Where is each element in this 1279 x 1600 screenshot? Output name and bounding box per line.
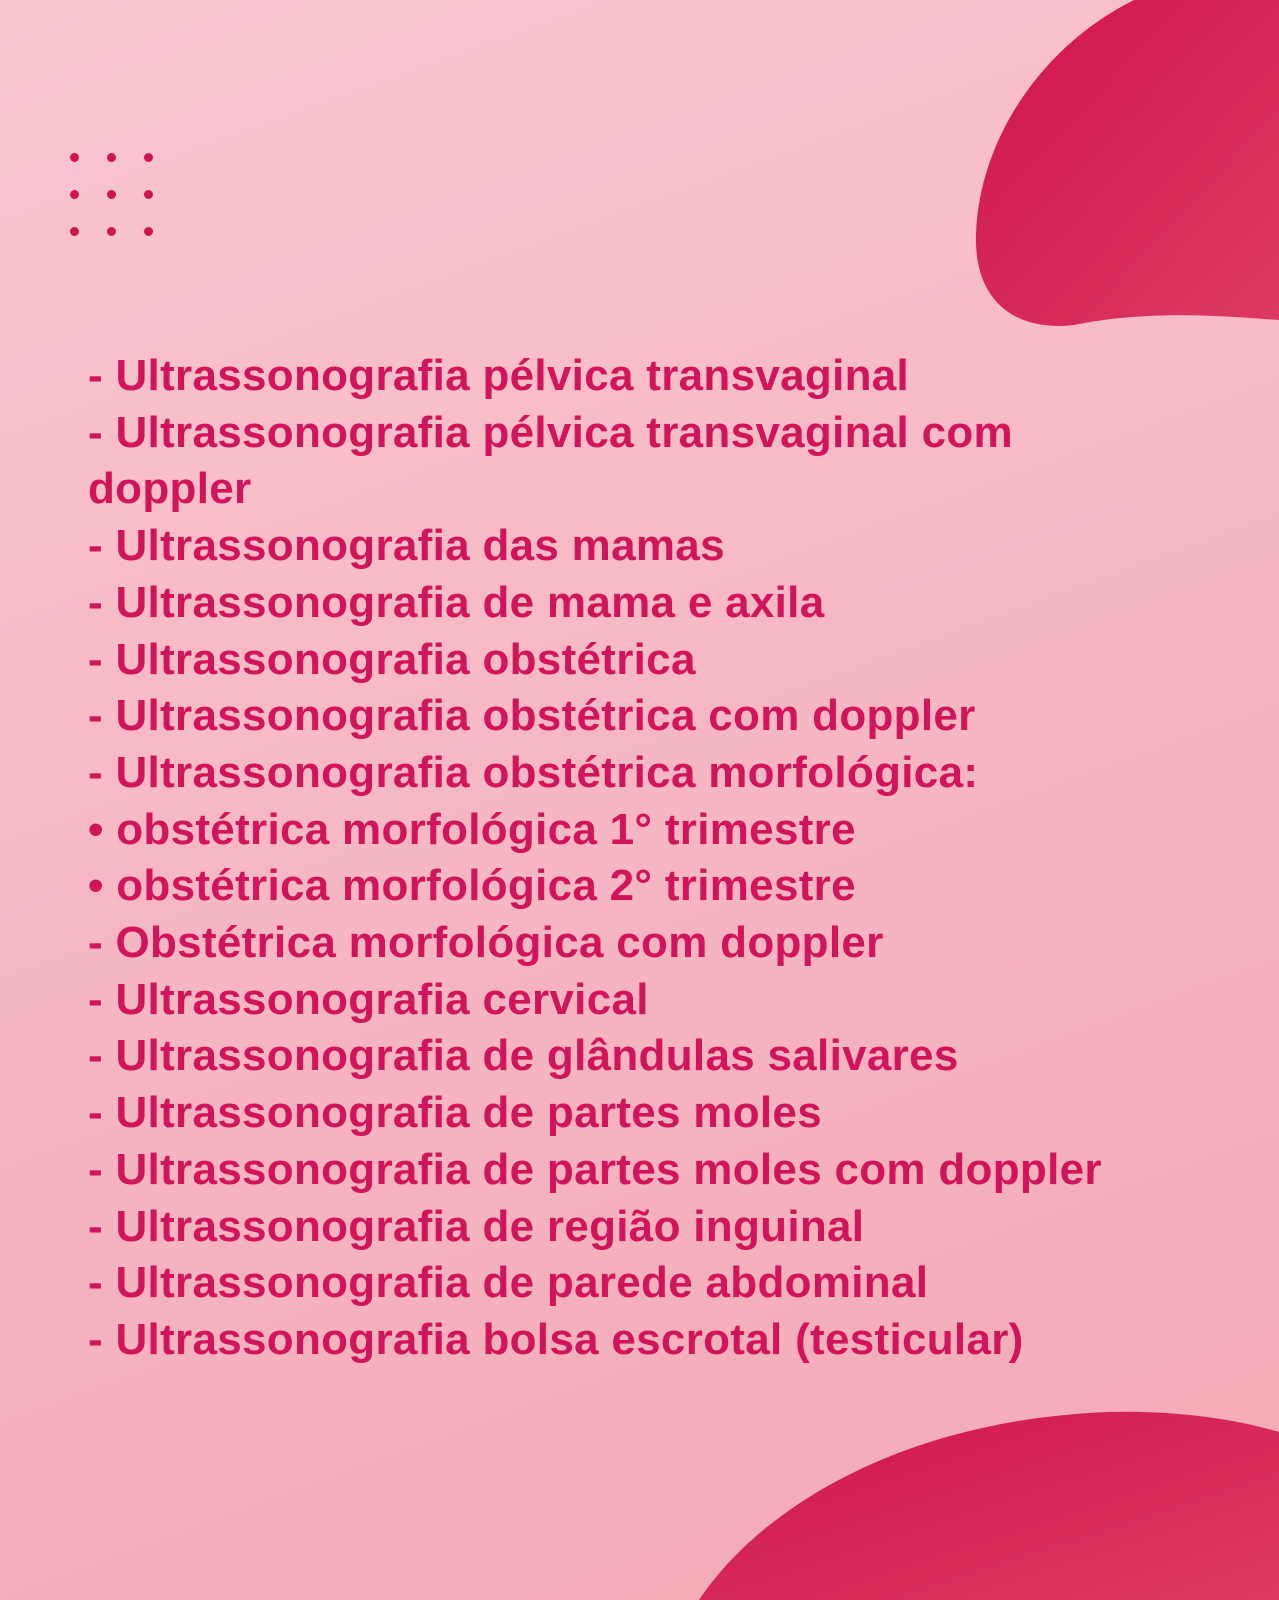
dot [144,227,153,236]
service-item: - Ultrassonografia obstétrica [88,634,696,684]
service-item: - Ultrassonografia de glândulas salivares [88,1031,959,1081]
service-item: - Ultrassonografia de região inguinal [88,1201,865,1251]
service-item: • obstétrica morfológica 2° trimestre [88,861,856,911]
dot [107,153,116,162]
bottom-right-blob [699,1410,1279,1600]
service-item: - Ultrassonografia de parede abdominal [88,1258,929,1308]
service-item: - Ultrassonografia pélvica transvaginal com [88,407,1013,457]
service-item: - Ultrassonografia bolsa escrotal (testicular) [88,1314,1024,1364]
service-item: - Ultrassonografia pélvica transvaginal [88,351,910,400]
dot-grid-icon [70,153,160,243]
dot [144,190,153,199]
dot [107,190,116,199]
service-item: - Ultrassonografia de partes moles com doppler [88,1144,1102,1194]
service-item: - Ultrassonografia cervical [88,974,649,1024]
service-list [88,348,1268,1369]
service-item: - Ultrassonografia das mamas [88,521,725,571]
service-item: - Ultrassonografia obstétrica morfológica: [88,747,979,797]
top-right-blob [974,0,1279,335]
dot [107,227,116,236]
dot [70,190,79,199]
service-item: - Ultrassonografia de mama e axila [88,577,825,627]
dot [70,153,79,162]
dot [144,153,153,162]
service-item: doppler [88,464,252,514]
dot [70,227,79,236]
service-item: - Ultrassonografia obstétrica com doppler [88,691,976,741]
service-item: - Obstétrica morfológica com doppler [88,918,884,968]
service-item: • obstétrica morfológica 1° trimestre [88,804,856,854]
service-item: - Ultrassonografia de partes moles [88,1088,822,1138]
